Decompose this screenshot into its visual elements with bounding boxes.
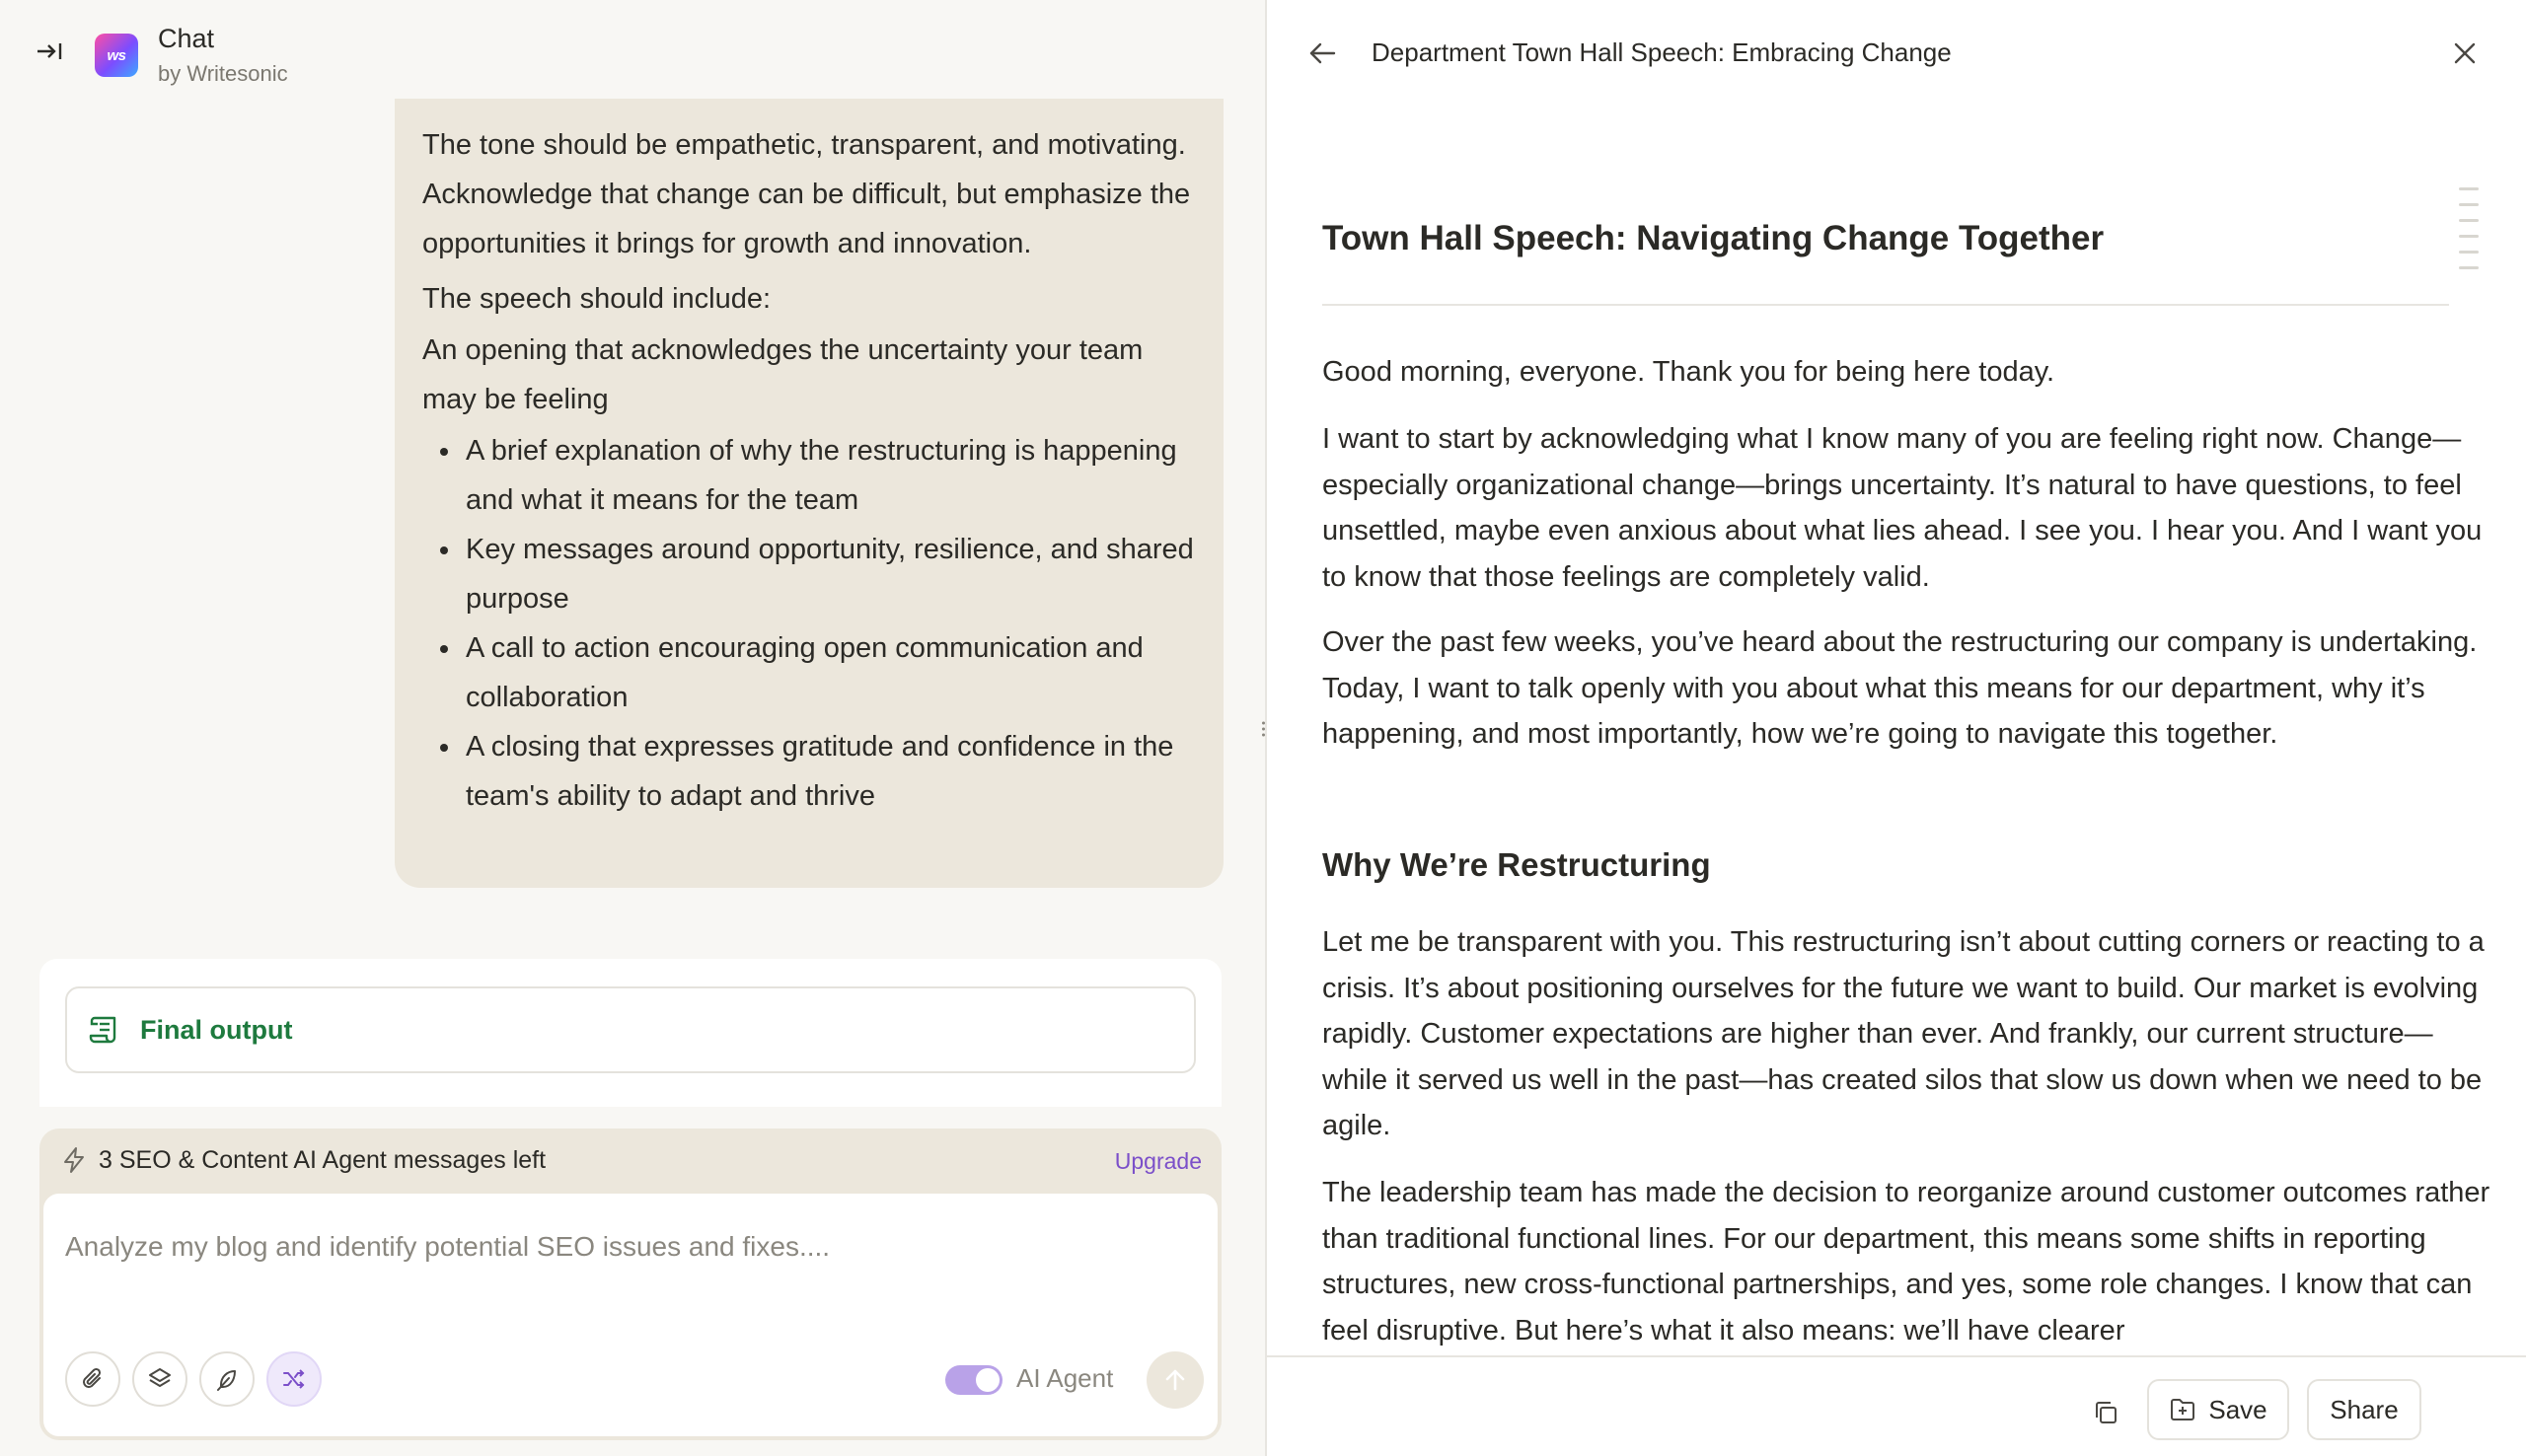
document-pane	[1267, 0, 2526, 1456]
expand-sidebar-button[interactable]	[30, 34, 69, 69]
app-subtitle: by Writesonic	[158, 61, 288, 86]
quota-text: 3 SEO & Content AI Agent messages left	[99, 1145, 547, 1174]
message-bullet: A closing that expresses gratitude and confidence in the team's ability to adapt and thrive	[436, 722, 1196, 821]
message-paragraph: The tone should be empathetic, transparent, and motivating. Acknowledge that change can be difficult, but emphasize the opportunities it brings for growth and innovation.	[422, 129, 1191, 259]
assistant-output-card	[39, 959, 1222, 1107]
paperclip-icon	[80, 1366, 106, 1392]
title-divider	[1322, 304, 2449, 306]
final-output-label: Final output	[140, 1014, 293, 1045]
close-icon	[2453, 41, 2477, 65]
share-button[interactable]	[2307, 1379, 2421, 1440]
message-bullet-list	[436, 426, 1196, 821]
attach-button[interactable]	[65, 1351, 120, 1407]
quota-bar	[39, 1128, 1222, 1192]
message-input-box	[41, 1192, 1220, 1438]
document-paragraph: I want to start by acknowledging what I know many of you are feeling right now. Change—especially organizational change—brings uncertainty. It’s natural to have questions, to feel unsettled, maybe even anxious about what lies ahead. I see you. I hear you. And I want you to know that those feelings are completely valid.	[1322, 423, 2483, 593]
document-paragraph: Good morning, everyone. Thank you for being here today.	[1322, 356, 2055, 388]
user-message-bubble	[395, 99, 1224, 888]
ai-agent-toggle[interactable]	[945, 1365, 1003, 1395]
model-switch-button[interactable]	[266, 1351, 322, 1407]
document-header-title: Department Town Hall Speech: Embracing Change	[1372, 37, 1952, 67]
upgrade-link[interactable]: Upgrade	[1114, 1148, 1202, 1174]
outline-scroll-markers[interactable]	[2459, 187, 2485, 282]
message-bullet: A brief explanation of why the restructuring is happening and what it means for the team	[436, 426, 1196, 525]
message-paragraph: The speech should include:	[422, 283, 772, 315]
layers-icon	[147, 1366, 173, 1392]
message-input[interactable]	[65, 1217, 1190, 1276]
shuffle-icon	[281, 1366, 307, 1392]
save-label: Save	[2208, 1394, 2267, 1424]
share-label: Share	[2330, 1394, 2399, 1424]
document-paragraph: Let me be transparent with you. This restructuring isn’t about cutting corners or reacting to a crisis. It’s about positioning ourselves for the future we want to build. Our market is evolving rapidly. Customer expectations are higher than ever. And frankly, our current structure—while it served us well in the past—has created silos that slow us down when we need to be agile.	[1322, 926, 2485, 1141]
ai-agent-label: AI Agent	[1016, 1363, 1114, 1393]
folder-plus-icon	[2169, 1397, 2196, 1422]
document-heading: Why We’re Restructuring	[1322, 846, 1711, 883]
document-footer	[1267, 1355, 2526, 1456]
final-output-button[interactable]	[65, 986, 1196, 1073]
writesonic-logo: ws	[95, 34, 138, 77]
send-button[interactable]	[1147, 1351, 1204, 1409]
feather-icon	[214, 1366, 240, 1392]
arrow-left-icon	[1307, 40, 1337, 66]
arrow-up-icon	[1163, 1367, 1187, 1393]
document-body	[1267, 99, 2526, 1357]
copy-button[interactable]	[2086, 1393, 2125, 1432]
document-title: Town Hall Speech: Navigating Change Together	[1322, 219, 2105, 257]
arrow-to-line-icon	[36, 39, 63, 63]
app-title: Chat	[158, 24, 215, 53]
back-button[interactable]	[1304, 36, 1340, 71]
message-bullet: Key messages around opportunity, resilience, and shared purpose	[436, 525, 1196, 623]
save-button[interactable]	[2147, 1379, 2289, 1440]
message-bullet: A call to action encouraging open communication and collaboration	[436, 623, 1196, 722]
document-paragraph: Over the past few weeks, you’ve heard about the restructuring our company is undertaking. Today, I want to talk openly with you about what this means for our department, why it’s happening, and most importantly, how we’re going to navigate this together.	[1322, 626, 2478, 750]
close-button[interactable]	[2447, 36, 2483, 71]
scroll-icon	[89, 1014, 122, 1046]
chat-composer	[39, 1128, 1222, 1440]
lightning-icon	[61, 1146, 87, 1174]
document-paragraph: The leadership team has made the decision to reorganize around customer outcomes rather than traditional functional lines. For our department, this means some shifts in reporting structures, new cross-functional partnerships, and yes, some role changes. I know that can feel disruptive. But here’s what it also means: we’ll have clearer	[1322, 1177, 2490, 1347]
knowledge-layers-button[interactable]	[132, 1351, 187, 1407]
message-paragraph: An opening that acknowledges the uncertainty your team may be feeling	[422, 334, 1144, 415]
brand-voice-button[interactable]	[199, 1351, 255, 1407]
copy-icon	[2092, 1399, 2119, 1426]
chat-header	[0, 0, 1265, 99]
